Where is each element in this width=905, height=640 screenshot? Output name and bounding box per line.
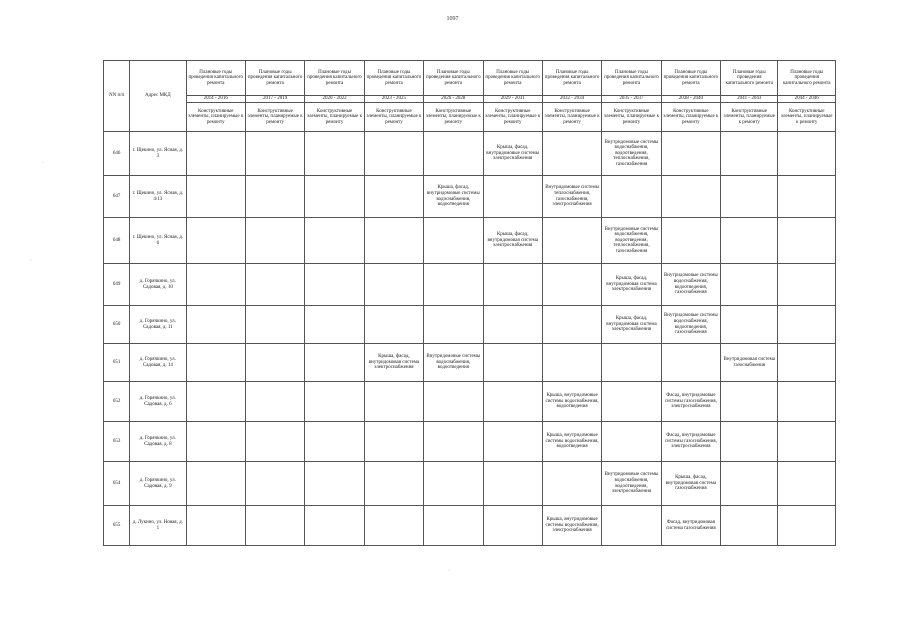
empty-cell [483,344,542,382]
empty-cell [483,176,542,218]
empty-cell [364,176,423,218]
header-period-years: 2014 - 2016 [186,96,245,103]
empty-cell [602,506,661,546]
row-address: д. Горячкино, ул. Садовая, д. 14 [130,344,186,382]
header-period-years: 2029 - 2031 [483,96,542,103]
header-period-subtitle: Конструктивные элементы, планируемые к ремонту [245,103,304,132]
table-row [104,506,836,546]
empty-cell [661,132,720,176]
repair-works-cell: Крыша, фасад, внутридомовая система электроснабжения [602,264,661,306]
repair-works-cell: Внутридомовые системы водоснабжения, водоотведения, газоснабжения [661,306,720,344]
row-number: 647 [104,176,130,218]
empty-cell [542,462,601,506]
header-num: NN п/п [104,61,130,132]
row-number: 653 [104,422,130,462]
row-address: г. Щекино, ул. Ясная, д. 4/13 [130,176,186,218]
repair-works-cell: Внутридомовые системы водоснабжения, водоотведения, электроснабжения [602,462,661,506]
empty-cell [778,462,836,506]
empty-cell [245,176,304,218]
empty-cell [364,218,423,264]
empty-cell [721,176,778,218]
empty-cell [721,506,778,546]
row-number: 649 [104,264,130,306]
row-number: 652 [104,382,130,422]
empty-cell [186,506,245,546]
empty-cell [483,306,542,344]
header-period-years: 2041 - 2043 [721,96,778,103]
row-address: д. Горячкино, ул. Садовая, д. 8 [130,422,186,462]
header-period-title: Плановые годы проведения капитального ремонта [305,61,364,96]
header-period-years: 2032 - 2034 [542,96,601,103]
empty-cell [186,306,245,344]
repair-works-cell: Фасад, внутридомовые системы газоснабжения, электроснабжения [661,382,720,422]
row-address: д. Горячкино, ул. Садовая, д. 9 [130,462,186,506]
header-period-subtitle: Конструктивные элементы, планируемые к ремонту [721,103,778,132]
empty-cell [424,422,483,462]
empty-cell [778,344,836,382]
empty-cell [245,306,304,344]
empty-cell [602,422,661,462]
empty-cell [245,264,304,306]
row-number: 648 [104,218,130,264]
empty-cell [542,218,601,264]
empty-cell [364,306,423,344]
page-number: 1097 [446,16,459,22]
empty-cell [778,422,836,462]
empty-cell [186,382,245,422]
empty-cell [424,264,483,306]
empty-cell [542,344,601,382]
repair-works-cell: Внутридомовые системы теплоснабжения, газоснабжения, электроснабжения [542,176,601,218]
repair-works-cell: Крыша, внутридомовые системы водоснабжения, электроснабжения [542,506,601,546]
repair-works-cell: Фасад, внутридомовые системы газоснабжения, электроснабжения [661,422,720,462]
repair-works-cell: Крыша, фасад, внутридомовая система газоснабжения [661,462,720,506]
row-address: д. Горячкино, ул. Садовая, д. 6 [130,382,186,422]
header-period-subtitle: Конструктивные элементы, планируемые к ремонту [305,103,364,132]
empty-cell [186,218,245,264]
row-address: г. Щекино, ул. Ясная, д. 6 [130,218,186,264]
empty-cell [424,382,483,422]
empty-cell [778,132,836,176]
empty-cell [364,506,423,546]
table-row [104,344,836,382]
table-row [104,176,836,218]
header-period-subtitle: Конструктивные элементы, планируемые к ремонту [483,103,542,132]
empty-cell [721,382,778,422]
table-row [104,382,836,422]
header-subtitle-row [104,103,836,132]
repair-works-cell: Крыша, фасад, внутридомовая система электроснабжения [364,344,423,382]
empty-cell [245,462,304,506]
header-period-title: Плановые годы проведения капитального ремонта [186,61,245,96]
empty-cell [305,306,364,344]
repair-works-cell: Внутридомовые системы водоснабжения, водоотведения [424,344,483,382]
empty-cell [364,462,423,506]
empty-cell [721,422,778,462]
row-number: 655 [104,506,130,546]
repair-works-cell: Крыша, фасад, внутридомовая система электроснабжения [483,218,542,264]
row-address: д. Лукино, ул. Новая, д. 1 [130,506,186,546]
empty-cell [364,422,423,462]
repair-works-cell: Внутридомовые системы водоснабжения, водоотведения, газоснабжения [661,264,720,306]
table-row [104,462,836,506]
empty-cell [305,176,364,218]
empty-cell [186,344,245,382]
empty-cell [721,132,778,176]
empty-cell [364,382,423,422]
header-period-subtitle: Конструктивные элементы, планируемые к ремонту [542,103,601,132]
header-period-years: 2023 - 2025 [364,96,423,103]
empty-cell [778,506,836,546]
empty-cell [364,132,423,176]
empty-cell [778,306,836,344]
repair-works-cell: Крыша, фасад, внутридомовая система электроснабжения [602,306,661,344]
header-period-title: Плановые годы проведения капитального ремонта [778,61,836,96]
empty-cell [186,422,245,462]
empty-cell [186,132,245,176]
empty-cell [305,132,364,176]
repair-works-cell: Крыша, внутридомовые системы водоснабжения, водоотведения [542,382,601,422]
empty-cell [364,264,423,306]
row-number: 654 [104,462,130,506]
table-row [104,306,836,344]
header-period-title: Плановые годы проведения капитального ремонта [542,61,601,96]
header-period-subtitle: Конструктивные элементы, планируемые к ремонту [602,103,661,132]
empty-cell [424,218,483,264]
empty-cell [305,462,364,506]
empty-cell [245,132,304,176]
header-period-title: Плановые годы проведения капитального ремонта [661,61,720,96]
empty-cell [483,506,542,546]
repair-schedule-table [103,60,836,546]
empty-cell [483,382,542,422]
empty-cell [305,264,364,306]
empty-cell [778,264,836,306]
repair-works-cell: Крыша, внутридомовые системы водоснабжения, водоотведения [542,422,601,462]
header-period-subtitle: Конструктивные элементы, планируемые к ремонту [424,103,483,132]
table-row [104,422,836,462]
empty-cell [721,462,778,506]
header-years-row [104,96,836,103]
empty-cell [721,218,778,264]
header-period-years: 2017 - 2019 [245,96,304,103]
empty-cell [245,382,304,422]
empty-cell [186,176,245,218]
repair-works-cell: Крыша, фасад, внутридомовые системы электроснабжения [483,132,542,176]
header-address: Адрес МКД [130,61,186,132]
scan-speck: · [42,160,44,166]
empty-cell [305,422,364,462]
empty-cell [602,344,661,382]
empty-cell [661,218,720,264]
header-period-subtitle: Конструктивные элементы, планируемые к ремонту [186,103,245,132]
empty-cell [186,462,245,506]
header-period-years: 2026 - 2028 [424,96,483,103]
empty-cell [245,506,304,546]
empty-cell [721,264,778,306]
header-period-subtitle: Конструктивные элементы, планируемые к ремонту [661,103,720,132]
header-period-title: Плановые годы проведения капитального ремонта [364,61,423,96]
table-row [104,264,836,306]
empty-cell [305,344,364,382]
table-row [104,218,836,264]
empty-cell [424,462,483,506]
empty-cell [778,382,836,422]
empty-cell [483,422,542,462]
row-address: д. Горячкино, ул. Садовая, д. 11 [130,306,186,344]
header-period-row [104,61,836,96]
header-period-years: 2038 - 2040 [661,96,720,103]
empty-cell [542,132,601,176]
empty-cell [778,218,836,264]
header-period-subtitle: Конструктивные элементы, планируемые к ремонту [364,103,423,132]
table-row [104,132,836,176]
empty-cell [424,306,483,344]
row-number: 651 [104,344,130,382]
row-number: 646 [104,132,130,176]
empty-cell [661,176,720,218]
repair-works-cell: Внутридомовая система газоснабжения [721,344,778,382]
header-period-title: Плановые годы проведения капитального ремонта [483,61,542,96]
header-period-years: 2035 - 2037 [602,96,661,103]
empty-cell [305,506,364,546]
header-period-title: Плановые годы проведения капитального ремонта [245,61,304,96]
header-period-subtitle: Конструктивные элементы, планируемые к ремонту [778,103,836,132]
empty-cell [542,264,601,306]
row-number: 650 [104,306,130,344]
empty-cell [245,344,304,382]
empty-cell [424,506,483,546]
header-period-title: Плановые годы проведения капитального ремонта [424,61,483,96]
scan-speck: · [448,568,450,574]
header-period-title: Плановые годы проведения капитального ремонта [602,61,661,96]
empty-cell [424,132,483,176]
empty-cell [661,344,720,382]
header-period-title: Плановые годы проведения капитального ремонта [721,61,778,96]
header-period-years: 2044 - 2046 [778,96,836,103]
empty-cell [245,218,304,264]
empty-cell [721,306,778,344]
scan-speck: · [30,258,32,264]
empty-cell [483,462,542,506]
row-address: д. Горячкино, ул. Садовая, д. 10 [130,264,186,306]
empty-cell [542,306,601,344]
empty-cell [483,264,542,306]
empty-cell [305,382,364,422]
empty-cell [186,264,245,306]
empty-cell [602,382,661,422]
repair-works-cell: Внутридомовые системы водоснабжения, водоотведения, теплоснабжения, газоснабжения [602,218,661,264]
header-period-years: 2020 - 2022 [305,96,364,103]
repair-works-cell: Фасад, внутридомовая система газоснабжения [661,506,720,546]
row-address: г. Щекино, ул. Ясная, д. 3 [130,132,186,176]
empty-cell [602,176,661,218]
empty-cell [778,176,836,218]
empty-cell [305,218,364,264]
repair-works-cell: Крыша, фасад, внутридомовые системы водоснабжения, водоотведения [424,176,483,218]
empty-cell [245,422,304,462]
repair-works-cell: Внутридомовые системы водоснабжения, водоотведения, теплоснабжения, газоснабжения [602,132,661,176]
